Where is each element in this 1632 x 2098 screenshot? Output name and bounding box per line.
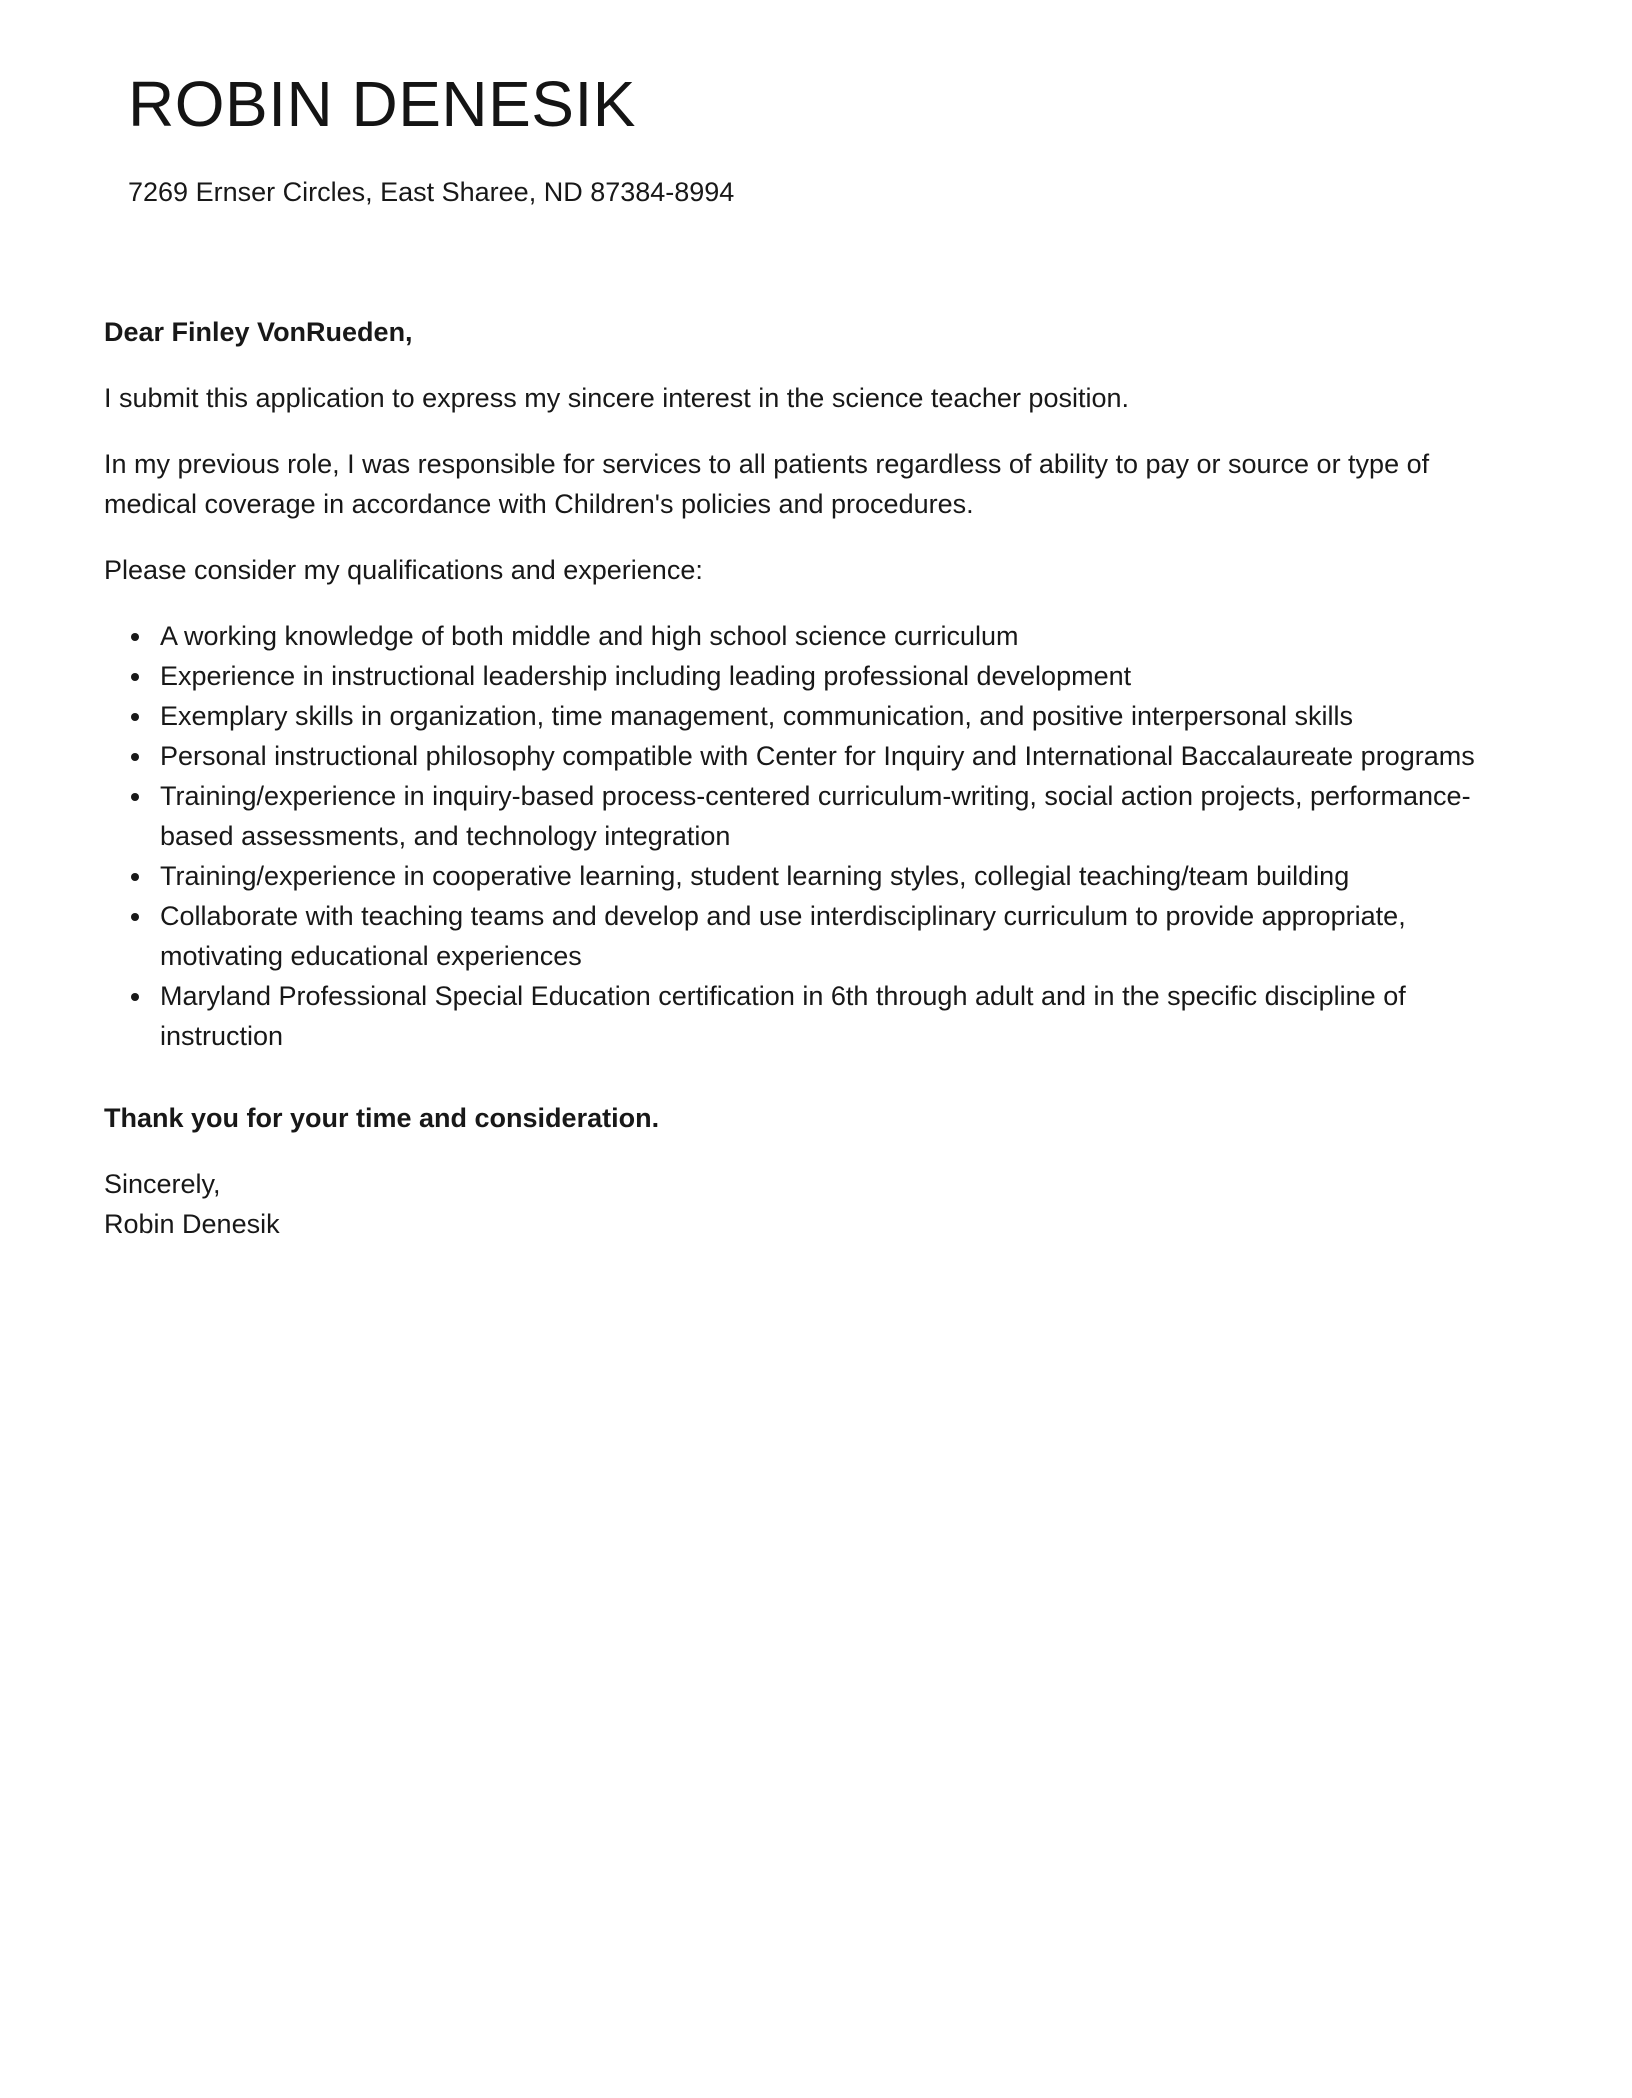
qualification-item: • Training/experience in inquiry-based process-centered curriculum-writing, social action projects, performance-based assessments, and technology integration [154,776,1502,856]
qualification-item: • Experience in instructional leadership including leading professional development [154,656,1502,696]
signoff: Sincerely, [104,1169,221,1199]
applicant-name: ROBIN DENESIK [128,68,636,140]
qualification-item: • Personal instructional philosophy compatible with Center for Inquiry and International Baccalaureate programs [154,736,1502,776]
intro-paragraph: I submit this application to express my sincere interest in the science teacher position. [104,383,1129,413]
experience-paragraph: In my previous role, I was responsible for services to all patients regardless of ability to pay or source or type of medical coverage in accordance with Children's policies and procedures. [104,449,1430,519]
qualification-item: • Collaborate with teaching teams and develop and use interdisciplinary curriculum to provide appropriate, motivating educational experiences [154,896,1502,976]
qualifications-lead: Please consider my qualifications and experience: [104,555,703,585]
applicant-address: 7269 Ernser Circles, East Sharee, ND 87384-8994 [128,177,735,207]
closing-line: Thank you for your time and consideration. [104,1103,660,1133]
signature-name: Robin Denesik [104,1209,280,1239]
letter-header [104,70,1502,212]
qualifications-list [104,616,1502,1056]
qualification-item: • Training/experience in cooperative learning, student learning styles, collegial teaching/team building [154,856,1502,896]
qualification-item: • Maryland Professional Special Education certification in 6th through adult and in the specific discipline of instruction [154,976,1502,1056]
signoff-block [104,1164,1502,1244]
salutation: Dear Finley VonRueden, [104,317,413,347]
qualification-item: • Exemplary skills in organization, time management, communication, and positive interpersonal skills [154,696,1502,736]
qualification-item: • A working knowledge of both middle and high school science curriculum [154,616,1502,656]
